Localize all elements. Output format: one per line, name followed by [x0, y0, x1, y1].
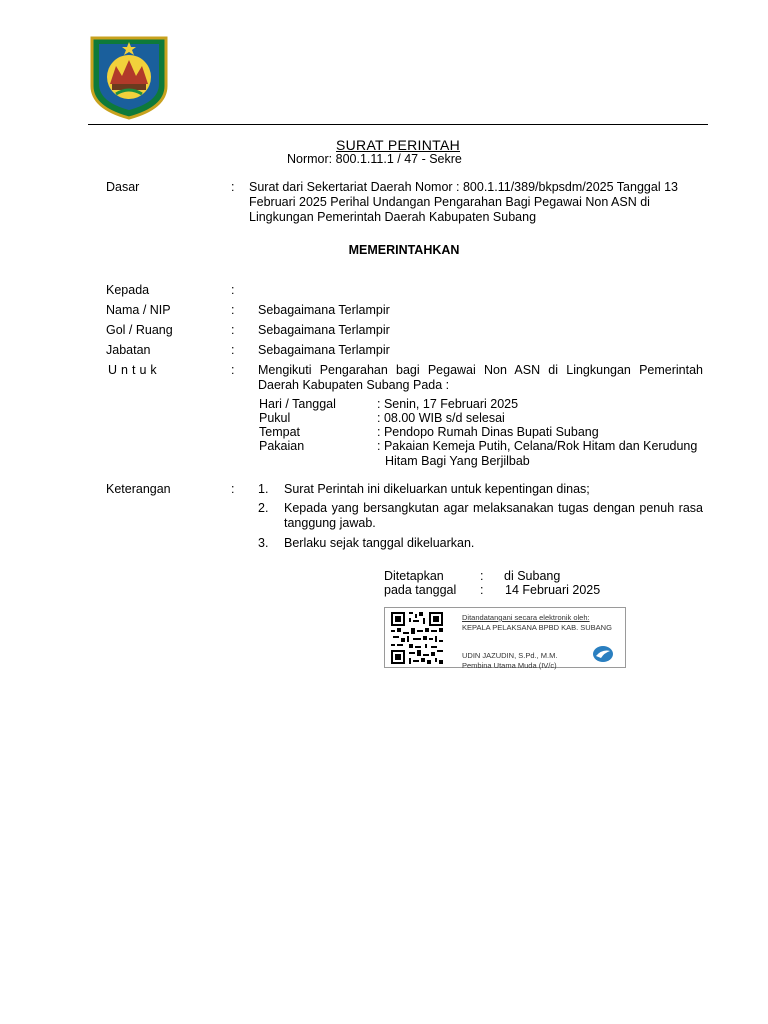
nama-value: Sebagaimana Terlampir	[258, 303, 390, 317]
header-rule	[88, 124, 708, 125]
jabatan-value: Sebagaimana Terlampir	[258, 343, 390, 357]
dasar-colon: :	[231, 180, 235, 194]
detail-label-hari: Hari / Tanggal	[259, 397, 336, 411]
detail-value-pakaian-cont: Hitam Bagi Yang Berjilbab	[385, 454, 530, 468]
detail-label-tempat: Tempat	[259, 425, 300, 439]
gol-label: Gol / Ruang	[106, 323, 173, 337]
detail-label-pakaian: Pakaian	[259, 439, 305, 453]
detail-label-pukul: Pukul	[259, 411, 291, 425]
ditetapkan-label: Ditetapkan	[384, 569, 444, 583]
keterangan-label: Keterangan	[106, 482, 171, 496]
tanggal-colon: :	[480, 583, 484, 597]
document-title: SURAT PERINTAH	[336, 137, 460, 153]
esign-line-1: Ditandatangani secara elektronik oleh:	[462, 613, 590, 622]
keterangan-item-1: Surat Perintah ini dikeluarkan untuk kepentingan dinas;	[284, 482, 590, 496]
keterangan-item-2: Kepada yang bersangkutan agar melaksanakan tugas dengan penuh rasa tanggung jawab.	[284, 501, 703, 530]
nama-label: Nama / NIP	[106, 303, 171, 317]
document-number: Normor: 800.1.11.1 / 47 - Sekre	[287, 152, 462, 166]
electronic-signature-box	[384, 607, 626, 668]
detail-value-pukul: : 08.00 WIB s/d selesai	[377, 411, 505, 425]
keterangan-num-2: 2.	[258, 501, 269, 515]
bsre-logo-icon	[592, 645, 614, 663]
keterangan-colon: :	[231, 482, 235, 496]
memerintahkan-heading: MEMERINTAHKAN	[348, 243, 460, 257]
qr-code-icon	[391, 612, 443, 664]
esign-line-2: KEPALA PELAKSANA BPBD KAB. SUBANG	[462, 623, 612, 632]
ditetapkan-colon: :	[480, 569, 484, 583]
ditetapkan-value: di Subang	[504, 569, 561, 583]
dasar-text: Surat dari Sekertariat Daerah Nomor : 800.1.11/389/bkpsdm/2025 Tanggal 13 Februari 2025 Perihal Undangan Pengarahan Bagi Pegawai Non ASN di Lingkungan Pemerintah Daerah Kabupaten Subang	[249, 180, 678, 224]
jabatan-label: Jabatan	[106, 343, 151, 357]
untuk-colon: :	[231, 363, 235, 377]
detail-value-pakaian: : Pakaian Kemeja Putih, Celana/Rok Hitam dan Kerudung	[377, 439, 698, 453]
gol-colon: :	[231, 323, 235, 337]
keterangan-num-3: 3.	[258, 536, 269, 550]
regency-emblem-icon	[86, 34, 172, 120]
kepada-label: Kepada	[106, 283, 150, 297]
regency-logo	[86, 34, 172, 120]
gol-value: Sebagaimana Terlampir	[258, 323, 390, 337]
detail-value-tempat: : Pendopo Rumah Dinas Bupati Subang	[377, 425, 599, 439]
keterangan-num-1: 1.	[258, 482, 269, 496]
untuk-label: Untuk	[108, 363, 161, 377]
jabatan-colon: :	[231, 343, 235, 357]
untuk-text: Mengikuti Pengarahan bagi Pegawai Non ASN di Lingkungan Pemerintah Daerah Kabupaten Subang Pada :	[258, 363, 703, 392]
nama-colon: :	[231, 303, 235, 317]
dasar-label: Dasar	[106, 180, 140, 194]
detail-value-hari: : Senin, 17 Februari 2025	[377, 397, 519, 411]
keterangan-item-3: Berlaku sejak tanggal dikeluarkan.	[284, 536, 475, 550]
esign-line-3: UDIN JAZUDIN, S.Pd., M.M.	[462, 651, 558, 660]
esign-line-4: Pembina Utama Muda (IV/c)	[462, 661, 557, 670]
tanggal-value: 14 Februari 2025	[505, 583, 601, 597]
kepada-colon: :	[231, 283, 235, 297]
tanggal-label: pada tanggal	[384, 583, 457, 597]
